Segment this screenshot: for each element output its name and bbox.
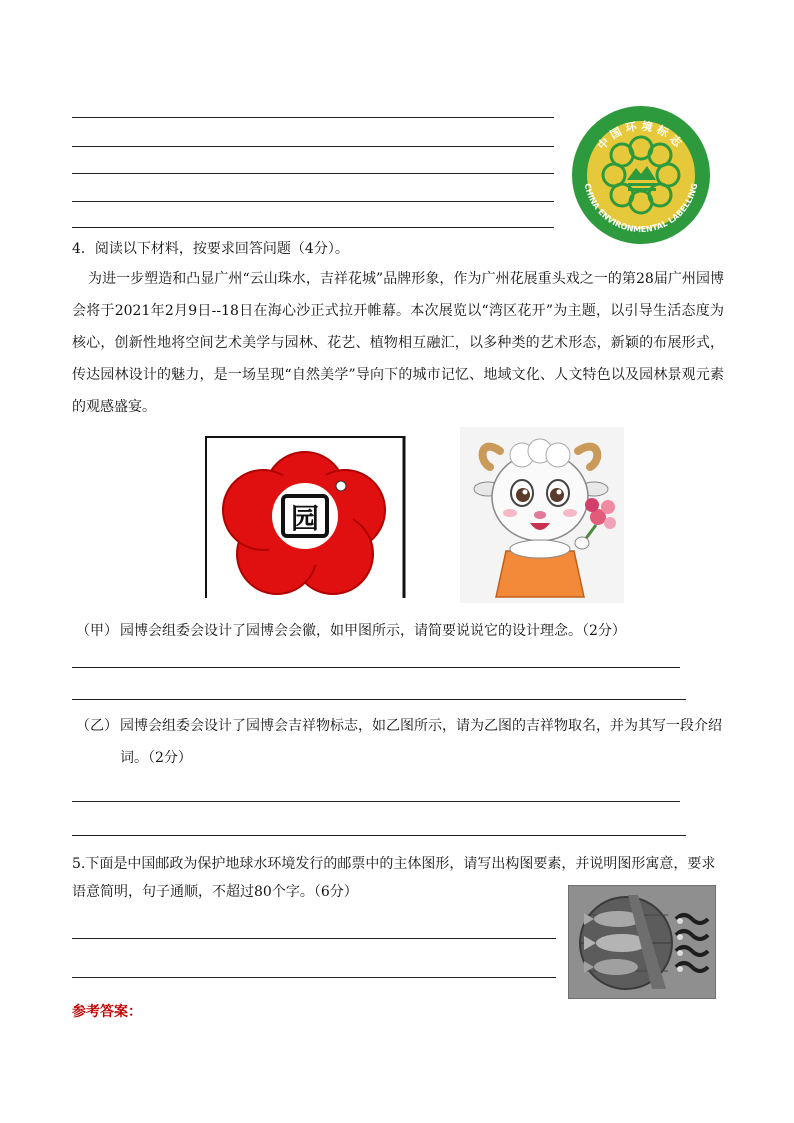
answer-line[interactable] — [72, 201, 554, 202]
answer-line[interactable] — [72, 173, 554, 174]
env-label-top-text: 中国环境标志 — [595, 119, 687, 153]
env-label-bottom-text: CHINA ENVIRONMENTAL LABELLING — [582, 182, 700, 235]
question-5-line2: 语意简明，句子通顺，不超过80个字。（6分） — [72, 884, 358, 900]
answer-line[interactable] — [72, 699, 686, 700]
part-b-text: 园博会组委会设计了园博会吉祥物标志，如乙图所示，请为乙图的吉祥物取名，并为其写一段介绍 — [120, 718, 722, 734]
answer-line[interactable] — [72, 801, 680, 802]
china-environmental-label-icon — [570, 104, 712, 246]
answer-line[interactable] — [72, 146, 554, 147]
answer-line[interactable] — [72, 117, 554, 118]
question-4-material: 为进一步塑造和凸显广州“云山珠水，吉祥花城”品牌形象，作为广州花展重头戏之一的第28届广州园博会将于2021年2月9日--18日在海心沙正式拉开帷幕。本次展览以“湾区花开”为主题，以引导生活态度为核心，创新性地将空间艺术美学与园林、花艺、植物相互融汇，以多种类的艺术形态，新颖的布展形式，传达园林设计的魅力，是一场呈现“自然美学”导向下的城市记忆、地域文化、人文特色以及园林景观元素的观感盛宴。 — [72, 271, 724, 415]
sheep-mascot-icon — [460, 427, 624, 603]
emblem-glyph: 园 — [290, 502, 320, 535]
question-4-heading: 4．阅读以下材料，按要求回答问题（4分）。 — [72, 241, 349, 257]
part-a-label: （甲） — [76, 623, 118, 639]
answer-line[interactable] — [72, 667, 680, 668]
fish-water-stamp-icon — [568, 885, 716, 999]
part-b-label: （乙） — [76, 718, 118, 734]
garden-expo-emblem-icon — [205, 436, 407, 598]
answer-line[interactable] — [72, 227, 554, 228]
answer-heading: 参考答案： — [72, 1004, 142, 1020]
part-b-text-continued: 词。（2分） — [120, 750, 192, 766]
answer-line[interactable] — [72, 977, 556, 978]
answer-line[interactable] — [72, 938, 556, 939]
question-5-line1: 5.下面是中国邮政为保护地球水环境发行的邮票中的主体图形，请写出构图要素，并说明图形寓意，要求 — [72, 856, 716, 872]
part-a-text: 园博会组委会设计了园博会会徽，如甲图所示，请简要说说它的设计理念。（2分） — [120, 623, 626, 639]
answer-line[interactable] — [72, 835, 686, 836]
